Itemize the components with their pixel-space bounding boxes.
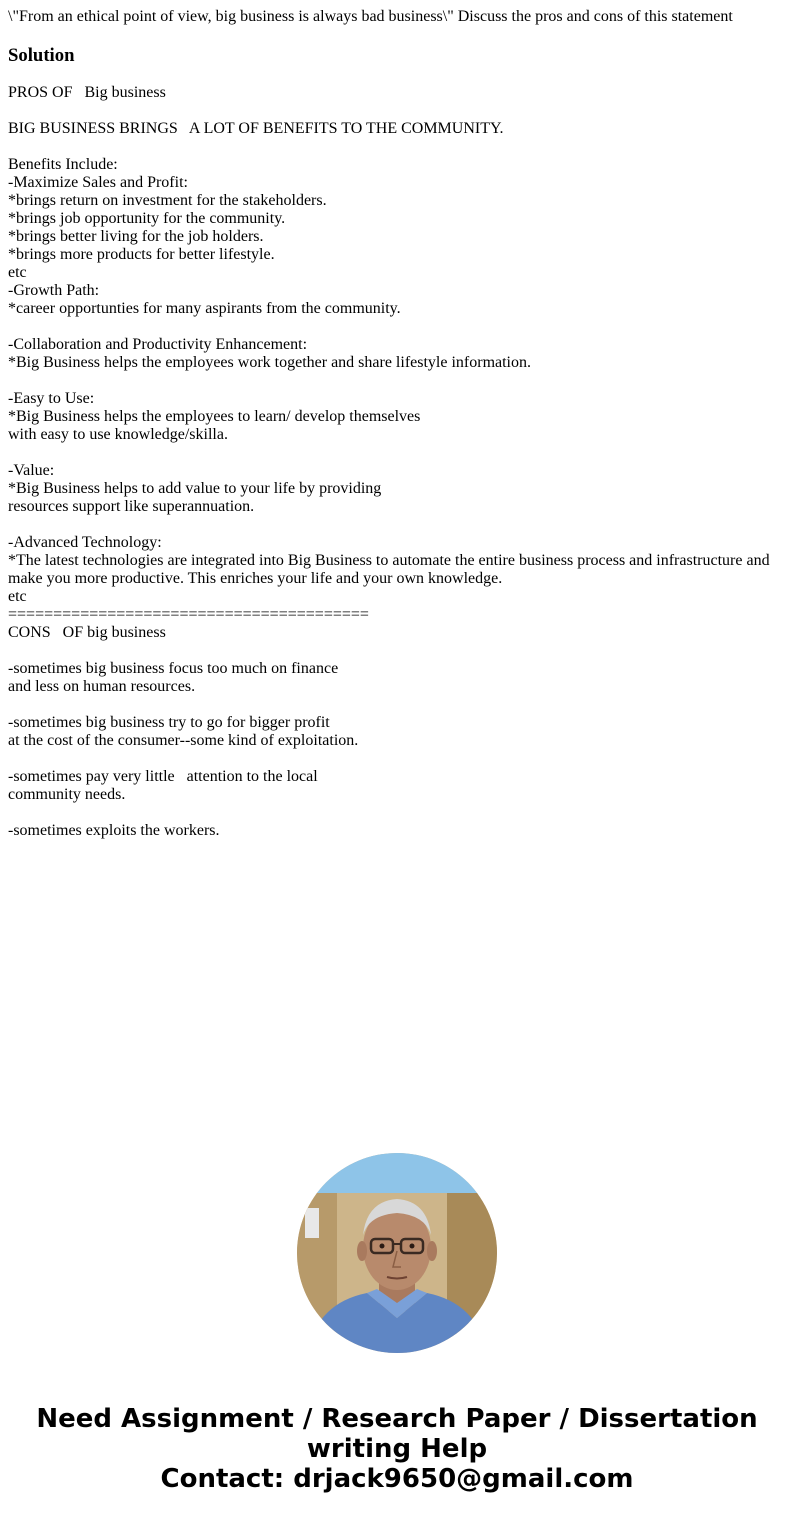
author-photo <box>297 1153 497 1353</box>
document <box>8 8 786 840</box>
promo-contact: Contact: drjack9650@gmail.com <box>160 1464 634 1494</box>
promo-banner <box>0 1404 794 1494</box>
answer-text: PROS OF Big business BIG BUSINESS BRINGS A LOT OF BENEFITS TO THE COMMUNITY. Benefits Include: -Maximize Sales and Profit: *brings return on investment for the stakeholders. *brings job opportunity for the community. *brings better living for the job holders. *brings more products for better lifestyle. etc -Growth Path: *career opportunties for many aspirants from the community. -Collaboration and Productivity Enhancement: *Big Business helps the employees work together and share lifestyle information. -Easy to Use: *Big Business helps the employees to learn/ develop themselves with easy to use knowledge/skilla. -Value: *Big Business helps to add value to your life by providing resources support like superannuation. -Advanced Technology: *The latest technologies are integrated into Big Business to automate the entire business process and infrastructure and make you more productive. This enriches your life and your own knowledge. etc ======================================== CONS OF big business -sometimes big business focus too much on finance and less on human resources. -sometimes big business try to go for bigger profit at the cost of the consumer--some kind of exploitation. -sometimes pay very little attention to the local community needs. -sometimes exploits the workers. <box>8 84 770 839</box>
promo-line-1: Need Assignment / Research Paper / Dissertation <box>36 1404 758 1434</box>
promo-line-2: writing Help <box>306 1434 488 1464</box>
question-text: \"From an ethical point of view, big business is always bad business\" Discuss the pros and cons of this statement <box>8 8 733 25</box>
person-portrait-icon <box>297 1153 497 1353</box>
solution-heading: Solution <box>8 45 75 66</box>
